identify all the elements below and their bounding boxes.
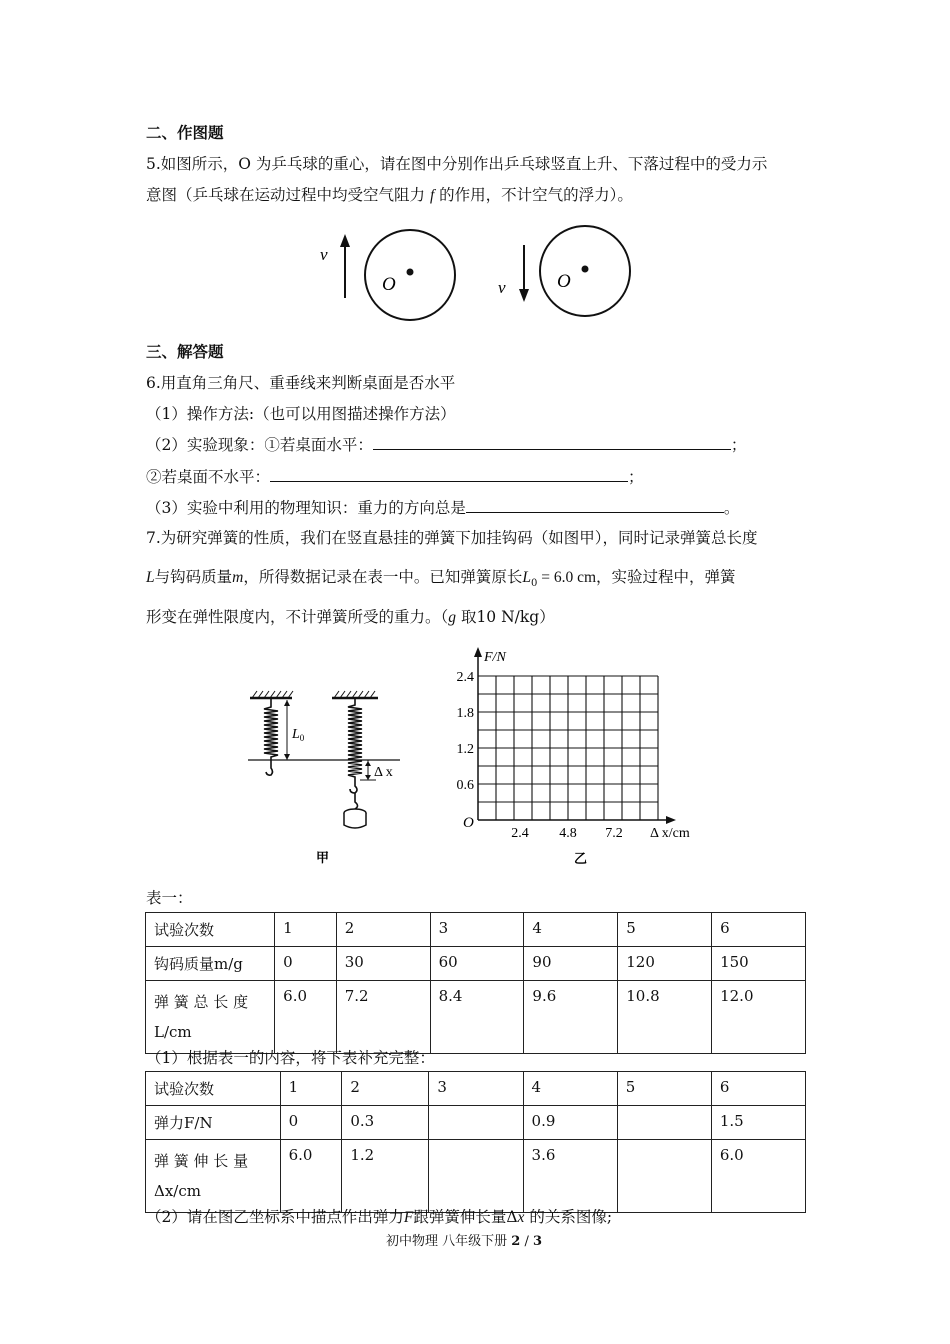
x-axis-arrow [666, 816, 676, 824]
l0-label: $L_0$ [292, 727, 305, 743]
hook-left [266, 763, 273, 775]
x-tick-label: 2.4 [511, 826, 529, 841]
spring-left [264, 698, 278, 763]
q7-sub2-x: x [517, 1209, 525, 1226]
table-row [146, 947, 806, 981]
hook-right [350, 782, 357, 793]
table-cell: 2 [342, 1072, 429, 1106]
table-row [146, 1072, 806, 1106]
table-cell: 6 [712, 913, 806, 947]
answer-cell[interactable] [429, 1106, 523, 1140]
page-footer [386, 1230, 542, 1249]
v-label-down: v [498, 278, 506, 297]
row-head-a: 弹 簧 伸 长 量 [154, 1152, 249, 1170]
table-cell: 12.0 [712, 981, 806, 1054]
q6-p2 [146, 433, 746, 455]
footer-text: 初中物理 八年级下册 [386, 1234, 512, 1249]
q6-p3-end: ； [628, 468, 644, 486]
q7-text-b: 与钩码质量 [154, 568, 233, 586]
q7-text-3b: 取10 N/kg） [456, 608, 555, 626]
table-row [146, 913, 806, 947]
table-cell: 5 [617, 1072, 711, 1106]
table-cell: 90 [524, 947, 618, 981]
q7-g: g [448, 609, 457, 626]
table-cell: 1.5 [711, 1106, 805, 1140]
table-cell: 6.0 [280, 1140, 342, 1213]
weight-hook [355, 793, 358, 809]
grid-figure-yi [450, 645, 720, 865]
pingpong-figure [310, 225, 640, 325]
table-row [146, 1140, 806, 1213]
q7-sub2 [146, 1205, 612, 1227]
table-cell: 1.2 [342, 1140, 429, 1213]
table-cell [146, 1140, 281, 1213]
table-cell: 1 [275, 913, 337, 947]
q6-p4 [146, 496, 739, 518]
q7-L: L [146, 569, 155, 586]
spring-figure-jia [240, 680, 430, 870]
row-head-a: 弹 簧 总 长 度 [154, 993, 249, 1011]
q7-L0: L [522, 569, 531, 586]
y-tick-label: 1.8 [456, 706, 474, 721]
table-row [146, 1106, 806, 1140]
q7-line3 [146, 605, 555, 627]
q7-L0-value: = 6.0 cm [537, 569, 597, 586]
y-tick-label: 1.2 [456, 742, 474, 757]
q6-p2-end: ； [730, 436, 747, 454]
o-label-left: O [382, 274, 396, 295]
q7-line2 [146, 565, 736, 589]
table-cell: 7.2 [336, 981, 430, 1054]
section3-title: 三、解答题 [146, 343, 224, 361]
center-dot-left [407, 269, 414, 276]
table-cell: 0 [275, 947, 337, 981]
q7-sub1: （1）根据表一的内容，将下表补充完整： [146, 1049, 435, 1067]
footer-total: 3 [532, 1234, 543, 1249]
table-cell: 弹力F/N [146, 1106, 281, 1140]
table-cell: 试验次数 [146, 913, 275, 947]
table-cell: 0.9 [523, 1106, 617, 1140]
answer-blank-1[interactable] [373, 435, 731, 450]
caption-jia: 甲 [316, 851, 330, 866]
table-cell: 6 [711, 1072, 805, 1106]
table-cell: 试验次数 [146, 1072, 281, 1106]
y-tick-label: 0.6 [456, 778, 474, 793]
q6-p1: （1）操作方法:（也可以用图描述操作方法） [146, 405, 456, 423]
table-cell: 0.3 [342, 1106, 429, 1140]
down-arrow-head [519, 289, 529, 302]
x-axis-label: Δ x/cm [650, 826, 690, 841]
q7-text-3a: 形变在弹性限度内，不计弹簧所受的重力。（ [146, 608, 449, 626]
table-cell [146, 981, 275, 1054]
table1 [145, 912, 806, 1054]
y-axis-label: F/N [484, 650, 506, 665]
q6-title: 6.用直角三角尺、重垂线来判断桌面是否水平 [146, 374, 456, 392]
origin-label: O [463, 815, 474, 831]
table2 [145, 1071, 806, 1213]
q7-sub2-a: （2）请在图乙坐标系中描点作出弹力 [146, 1208, 404, 1226]
q6-p2-text: （2）实验现象：①若桌面水平： [146, 436, 373, 454]
weight-body [344, 813, 366, 828]
q7-text-d: ，所得数据记录在表一中。已知弹簧原长 [243, 568, 523, 586]
y-tick-label: 2.4 [456, 670, 474, 685]
dx-label: Δ x [374, 765, 393, 780]
table-cell: 120 [618, 947, 712, 981]
table-cell: 3 [430, 913, 524, 947]
answer-blank-3[interactable] [466, 498, 724, 513]
up-arrow-head [340, 234, 350, 247]
table-cell: 60 [430, 947, 524, 981]
q5-text-a: 意图（乒乓球在运动过程中均受空气阻力 [146, 186, 430, 204]
q6-p4-end: 。 [723, 499, 740, 517]
table-cell: 0 [280, 1106, 342, 1140]
table-cell: 8.4 [430, 981, 524, 1054]
q6-p3 [146, 465, 644, 487]
table-cell: 6.0 [711, 1140, 805, 1213]
o-label-right: O [557, 271, 571, 292]
section2-title: 二、作图题 [146, 124, 224, 142]
row-head-b: L/cm [154, 1023, 192, 1041]
center-dot-right [582, 266, 589, 273]
table-cell: 3.6 [523, 1140, 617, 1213]
table-cell: 6.0 [275, 981, 337, 1054]
q7-line1: 7.为研究弹簧的性质，我们在竖直悬挂的弹簧下加挂钩码（如图甲），同时记录弹簧总长度 [146, 529, 758, 547]
q7-L0-sub: 0 [530, 578, 538, 590]
table-cell: 9.6 [524, 981, 618, 1054]
table-cell: 150 [712, 947, 806, 981]
table-cell: 2 [336, 913, 430, 947]
q7-sub2-F: F [403, 1209, 414, 1226]
answer-blank-2[interactable] [270, 467, 628, 482]
row-head-b: Δx/cm [154, 1182, 201, 1200]
y-axis-arrow [474, 647, 482, 657]
table-cell: 10.8 [618, 981, 712, 1054]
table-cell: 钩码质量m/g [146, 947, 275, 981]
q7-m: m [232, 569, 244, 586]
q5-line2 [146, 183, 633, 205]
table-cell: 1 [280, 1072, 342, 1106]
table-cell: 4 [523, 1072, 617, 1106]
q6-p4-text: （3）实验中利用的物理知识：重力的方向总是 [146, 499, 466, 517]
table1-label: 表一： [146, 889, 193, 907]
q7-sub2-c: 的关系图像; [524, 1208, 613, 1226]
v-label-up: v [320, 245, 328, 264]
x-tick-label: 7.2 [605, 826, 623, 841]
q5-line1: 5.如图所示，O 为乒乓球的重心，请在图中分别作出乒乓球竖直上升、下落过程中的受力示 [146, 155, 768, 173]
q7-text-e: ，实验过程中，弹簧 [596, 568, 736, 586]
x-tick-label: 4.8 [559, 826, 577, 841]
grid-lines [478, 676, 658, 820]
answer-cell[interactable] [429, 1140, 523, 1213]
footer-sep: / [520, 1234, 533, 1249]
table-cell: 3 [429, 1072, 523, 1106]
answer-cell[interactable] [617, 1140, 711, 1213]
spring-right [348, 698, 362, 782]
q5-text-b: 的作用，不计空气的浮力）。 [434, 186, 633, 204]
q7-sub2-b: 跟弹簧伸长量Δ [413, 1208, 518, 1226]
table-cell: 30 [336, 947, 430, 981]
table-cell: 4 [524, 913, 618, 947]
footer-page: 2 [511, 1234, 521, 1249]
table-cell: 5 [618, 913, 712, 947]
answer-cell[interactable] [617, 1106, 711, 1140]
q5-f: f [429, 187, 435, 204]
caption-yi: 乙 [574, 852, 588, 865]
table-row [146, 981, 806, 1054]
q6-p3-text: ②若桌面不水平： [146, 468, 271, 486]
